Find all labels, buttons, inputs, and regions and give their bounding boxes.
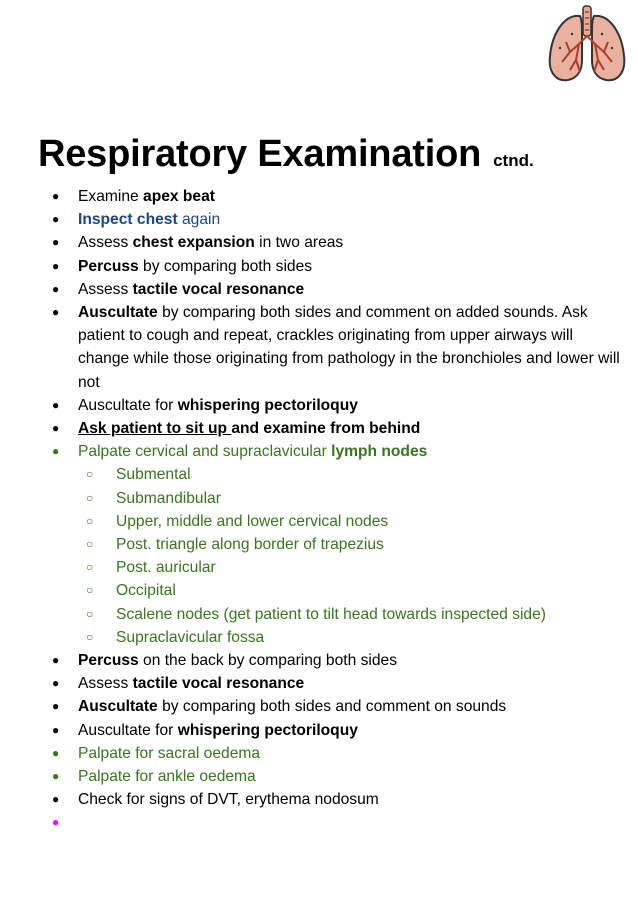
list-item bbox=[52, 719, 622, 742]
item-emphasis: tactile vocal resonance bbox=[132, 675, 305, 693]
item-emphasis: Ask patient to sit up bbox=[78, 420, 232, 438]
sub-bullet: ○ bbox=[86, 560, 94, 575]
bullet: ● bbox=[52, 235, 60, 250]
sub-item-text: Submandibular bbox=[116, 489, 221, 507]
page-title bbox=[38, 133, 534, 176]
sub-list-item bbox=[52, 510, 622, 533]
bullet: ● bbox=[52, 421, 60, 436]
list-item bbox=[52, 765, 622, 788]
item-text: Palpate for sacral oedema bbox=[78, 744, 261, 762]
item-emphasis: tactile vocal resonance bbox=[132, 280, 305, 298]
item-text: in two areas bbox=[254, 234, 344, 252]
bullet: ● bbox=[52, 745, 60, 760]
list-item bbox=[52, 255, 622, 278]
item-text: by comparing both sides and comment on sounds bbox=[157, 698, 507, 716]
sub-item-text: Post. auricular bbox=[116, 559, 216, 577]
item-emphasis: and examine from behind bbox=[231, 420, 421, 438]
sub-list-item bbox=[52, 487, 622, 510]
sub-bullet: ○ bbox=[86, 583, 94, 598]
item-emphasis: Percuss bbox=[78, 652, 139, 670]
item-text: on the back by comparing both sides bbox=[138, 652, 398, 670]
bullet: ● bbox=[52, 397, 60, 412]
title-main: Respiratory Examination bbox=[38, 133, 482, 175]
sub-item-text: Upper, middle and lower cervical nodes bbox=[116, 512, 389, 530]
bullet: ● bbox=[52, 189, 60, 203]
title-subscript: ctnd. bbox=[493, 151, 534, 170]
sub-bullet: ○ bbox=[86, 537, 94, 552]
list-item bbox=[52, 672, 622, 695]
item-text: Assess bbox=[78, 675, 133, 693]
item-emphasis: whispering pectoriloquy bbox=[177, 721, 358, 739]
item-emphasis: whispering pectoriloquy bbox=[177, 396, 358, 414]
sub-list-item bbox=[52, 626, 622, 649]
sub-list-item bbox=[52, 533, 622, 556]
item-text: Assess bbox=[78, 280, 133, 298]
item-emphasis: Inspect chest bbox=[78, 211, 178, 229]
item-text: by comparing both sides bbox=[138, 257, 313, 275]
sub-item-text: Submental bbox=[116, 466, 191, 484]
sub-bullet: ○ bbox=[86, 606, 94, 621]
list-item bbox=[52, 278, 622, 301]
item-text: Assess bbox=[78, 234, 133, 252]
bullet: ● bbox=[52, 653, 60, 668]
lungs-icon bbox=[546, 4, 628, 84]
bullet: ● bbox=[52, 676, 60, 691]
list-item bbox=[52, 185, 622, 208]
bullet: ● bbox=[52, 722, 60, 737]
item-emphasis: Percuss bbox=[78, 257, 139, 275]
list-item bbox=[52, 742, 622, 765]
bullet: ● bbox=[52, 305, 60, 320]
bullet: ● bbox=[52, 769, 60, 784]
sub-list-item bbox=[52, 579, 622, 602]
item-text: Auscultate for bbox=[78, 396, 178, 414]
item-emphasis: lymph nodes bbox=[331, 443, 428, 461]
bullet: ● bbox=[52, 792, 60, 807]
item-emphasis: Auscultate bbox=[78, 698, 158, 716]
list-item bbox=[52, 695, 622, 718]
sub-item-text: Occipital bbox=[116, 582, 176, 600]
item-text: Examine bbox=[78, 188, 144, 205]
bullet: ● bbox=[52, 258, 60, 273]
sub-item-text: Supraclavicular fossa bbox=[116, 628, 265, 646]
list-item bbox=[52, 417, 622, 440]
list-item bbox=[52, 231, 622, 254]
item-text: by comparing both sides and comment on added sounds. Ask patient to cough and repeat, crackles originating from upper airways will change while those originating from pathology in the bronchioles and lower will not bbox=[78, 304, 620, 391]
list-item bbox=[52, 208, 622, 231]
sub-bullet: ○ bbox=[86, 490, 94, 505]
list-item bbox=[52, 649, 622, 672]
list-item bbox=[52, 301, 622, 394]
item-text: again bbox=[177, 211, 221, 229]
sub-list-item bbox=[52, 603, 622, 626]
sub-bullet: ○ bbox=[86, 467, 94, 482]
sub-bullet: ○ bbox=[86, 513, 94, 528]
list-item bbox=[52, 394, 622, 417]
sub-list-item bbox=[52, 556, 622, 579]
sub-bullet: ○ bbox=[86, 629, 94, 644]
bullet: ● bbox=[52, 444, 60, 459]
item-text: Auscultate for bbox=[78, 721, 178, 739]
item-emphasis: chest expansion bbox=[132, 234, 255, 252]
sub-list-item bbox=[52, 463, 622, 486]
bullet: ● bbox=[52, 281, 60, 296]
list-item bbox=[52, 788, 622, 811]
item-text: Palpate for ankle oedema bbox=[78, 768, 256, 786]
exam-checklist bbox=[52, 185, 622, 830]
list-item bbox=[52, 440, 622, 463]
sub-item-text: Post. triangle along border of trapezius bbox=[116, 536, 384, 554]
bullet: ● bbox=[52, 212, 60, 227]
item-text: Check for signs of DVT, erythema nodosum bbox=[78, 791, 379, 809]
item-text: Palpate cervical and supraclavicular bbox=[78, 443, 332, 461]
bullet: ● bbox=[52, 815, 60, 830]
item-emphasis: Auscultate bbox=[78, 304, 158, 322]
item-emphasis: apex beat bbox=[143, 188, 215, 205]
bullet: ● bbox=[52, 699, 60, 714]
sub-item-text: Scalene nodes (get patient to tilt head towards inspected side) bbox=[116, 605, 546, 623]
